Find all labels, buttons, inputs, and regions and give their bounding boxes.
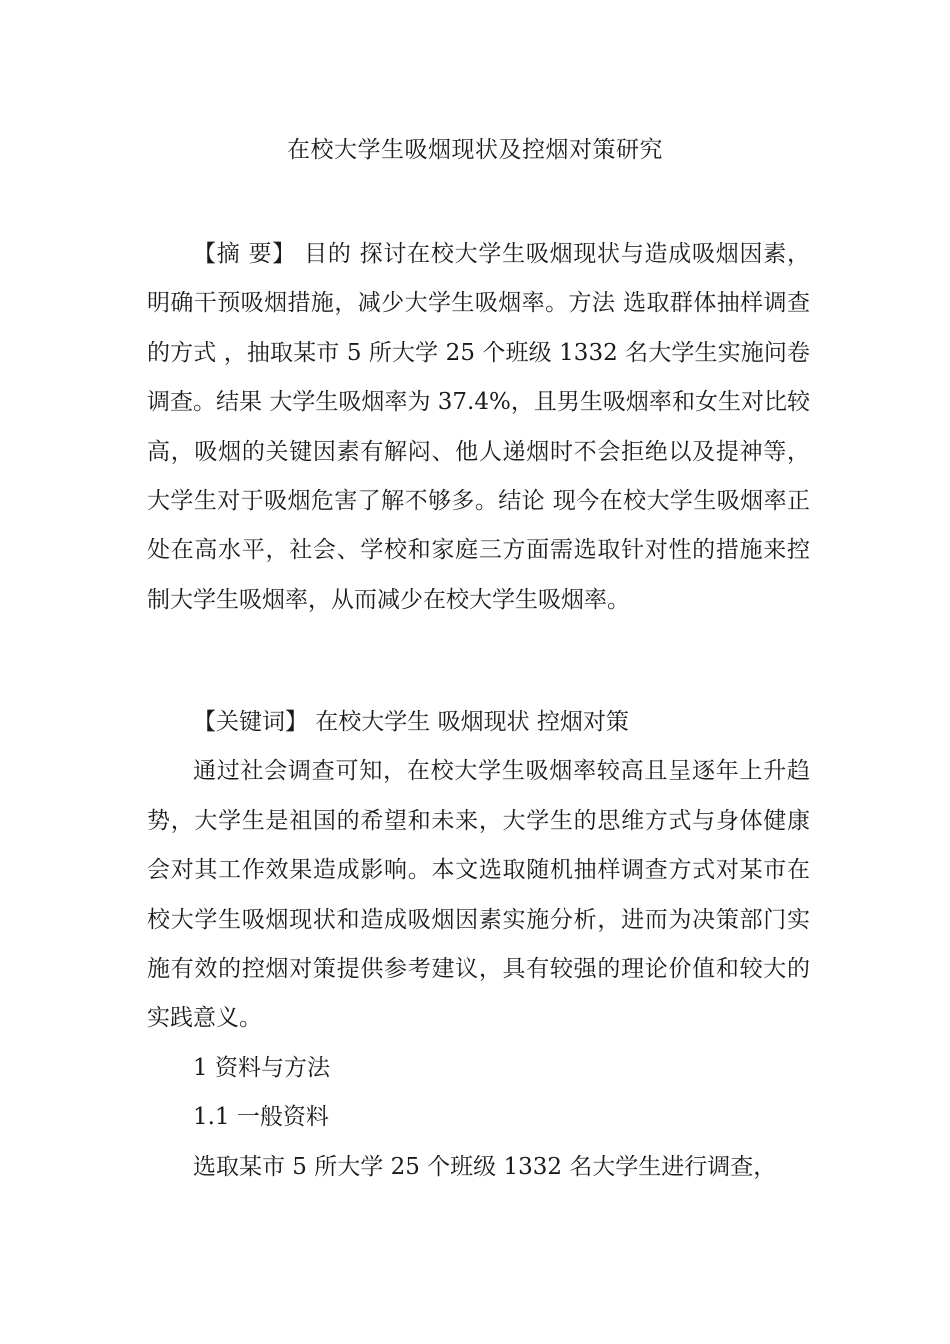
abstract-block xyxy=(147,230,810,625)
document-title: 在校大学生吸烟现状及控烟对策研究 xyxy=(287,137,663,163)
abstract-paragraph xyxy=(147,230,810,625)
main-text-block xyxy=(147,698,810,1192)
section-1-1-paragraph: 选取某市 5 所大学 25 个班级 1332 名大学生进行调查， xyxy=(193,1153,777,1180)
keywords-paragraph xyxy=(147,698,810,747)
abstract-text: 目的 探讨在校大学生吸烟现状与造成吸烟因素，明确干预吸烟措施，减少大学生吸烟率。方法 选取群体抽样调查的方式 ，抽取某市 5 所大学 25 个班级 1332 名大学生实施问卷调查。结果 大学生吸烟率为 37.4%，且男生吸烟率和女生对比较高，吸烟的关键因素有解闷、他人递烟时不会拒绝以及提神等，大学生对于吸烟危害了解不够多。结论 现今在校大学生吸烟率正处在高水平，社会、学校和家庭三方面需选取针对性的措施来控制大学生吸烟率，从而减少在校大学生吸烟率。 xyxy=(147,241,811,613)
abstract-label: 【摘 要】 xyxy=(193,241,297,267)
keywords-label: 【关键词】 xyxy=(193,709,308,735)
section-heading-1: 1 资料与方法 xyxy=(193,1054,330,1081)
section-heading-1-1: 1.1 一般资料 xyxy=(193,1104,329,1131)
keywords-text: 在校大学生 吸烟现状 控烟对策 xyxy=(308,709,629,735)
intro-paragraph: 通过社会调查可知，在校大学生吸烟率较高且呈逐年上升趋势，大学生是祖国的希望和未来，大学生的思维方式与身体健康会对其工作效果造成影响。本文选取随机抽样调查方式对某市在校大学生吸烟现状和造成吸烟因素实施分析，进而为决策部门实施有效的控烟对策提供参考建议，具有较强的理论价值和较大的实践意义。 xyxy=(147,758,810,1032)
